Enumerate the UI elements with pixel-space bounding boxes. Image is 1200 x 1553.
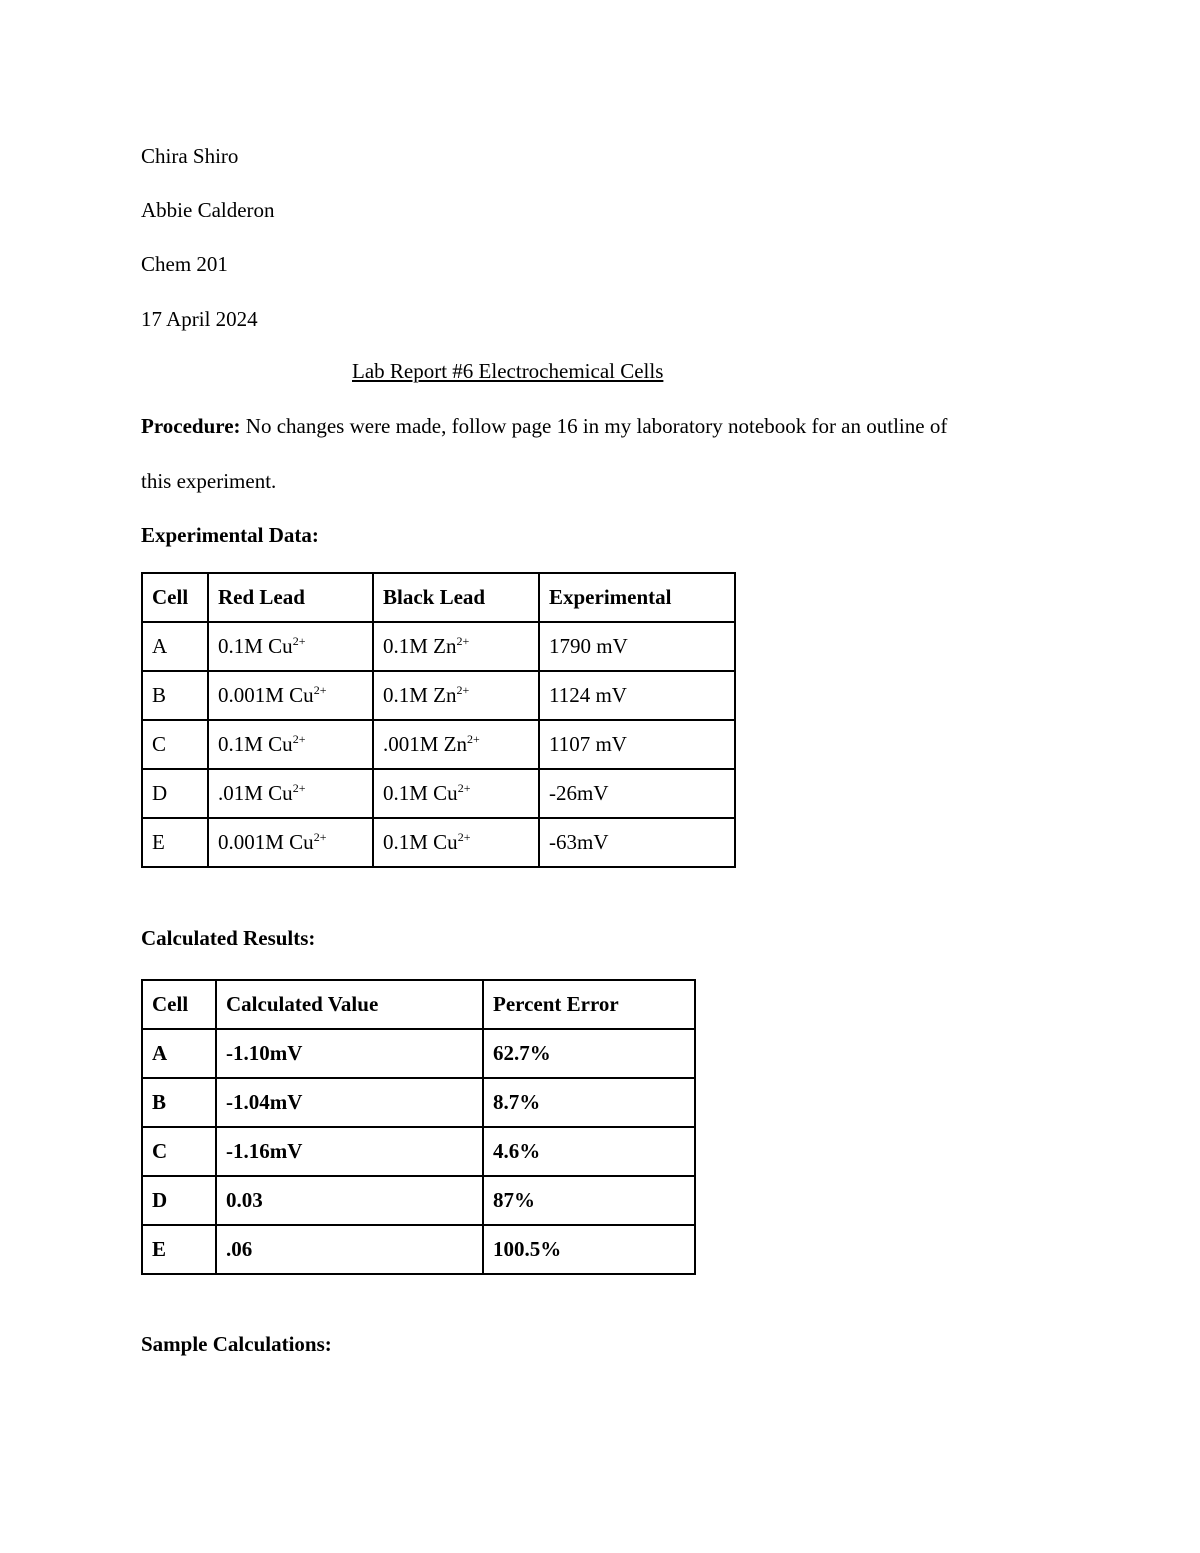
red-lead-value: .01M $Cu^{2+}$ <box>208 769 373 818</box>
calculated-value: -1.10mV <box>216 1029 483 1078</box>
column-header: Black Lead <box>373 573 539 622</box>
red-lead-value: 0.1M $Cu^{2+}$ <box>208 622 373 671</box>
table-row <box>142 1127 695 1176</box>
calculated-results-table <box>141 979 696 1275</box>
column-header: Cell <box>142 573 208 622</box>
experimental-data-heading: Experimental Data: <box>141 523 319 547</box>
column-header: Percent Error <box>483 980 695 1029</box>
experimental-value: 1107 mV <box>539 720 735 769</box>
percent-error: 62.7% <box>483 1029 695 1078</box>
table-header-row <box>142 573 735 622</box>
experimental-value: 1124 mV <box>539 671 735 720</box>
table-row <box>142 1176 695 1225</box>
procedure-text: No changes were made, follow page 16 in my laboratory notebook for an outline of <box>240 414 948 438</box>
calculated-value: -1.16mV <box>216 1127 483 1176</box>
experimental-value: -26mV <box>539 769 735 818</box>
black-lead-value: 0.1M $Cu^{2+}$ <box>373 818 539 867</box>
percent-error: 87% <box>483 1176 695 1225</box>
procedure-paragraph <box>141 416 947 437</box>
calculated-value: 0.03 <box>216 1176 483 1225</box>
cell-label: E <box>142 1225 216 1274</box>
student-name: Chira Shiro <box>141 144 239 168</box>
calculated-value: -1.04mV <box>216 1078 483 1127</box>
cell-label: D <box>142 1176 216 1225</box>
column-header: Calculated Value <box>216 980 483 1029</box>
black-lead-value: 0.1M $Zn^{2+}$ <box>373 622 539 671</box>
table-header-row <box>142 980 695 1029</box>
table-row <box>142 1029 695 1078</box>
percent-error: 8.7% <box>483 1078 695 1127</box>
table-row <box>142 818 735 867</box>
table-row <box>142 671 735 720</box>
cell-label: A <box>142 1029 216 1078</box>
red-lead-value: 0.001M $Cu^{2+}$ <box>208 671 373 720</box>
black-lead-value: .001M $Zn^{2+}$ <box>373 720 539 769</box>
table-row <box>142 720 735 769</box>
course-name: Chem 201 <box>141 252 228 276</box>
percent-error: 4.6% <box>483 1127 695 1176</box>
table-row <box>142 622 735 671</box>
report-date: 17 April 2024 <box>141 307 258 331</box>
cell-label: A <box>142 622 208 671</box>
black-lead-value: 0.1M $Cu^{2+}$ <box>373 769 539 818</box>
calculated-value: .06 <box>216 1225 483 1274</box>
procedure-label: Procedure: <box>141 414 241 438</box>
instructor-name: Abbie Calderon <box>141 198 275 222</box>
calculated-results-heading: Calculated Results: <box>141 926 316 950</box>
experimental-data-table <box>141 572 736 868</box>
table-row <box>142 1078 695 1127</box>
percent-error: 100.5% <box>483 1225 695 1274</box>
cell-label: C <box>142 1127 216 1176</box>
red-lead-value: 0.1M $Cu^{2+}$ <box>208 720 373 769</box>
cell-label: C <box>142 720 208 769</box>
experimental-value: 1790 mV <box>539 622 735 671</box>
experimental-value: -63mV <box>539 818 735 867</box>
cell-label: D <box>142 769 208 818</box>
cell-label: E <box>142 818 208 867</box>
procedure-text-continued: this experiment. <box>141 469 277 493</box>
black-lead-value: 0.1M $Zn^{2+}$ <box>373 671 539 720</box>
cell-label: B <box>142 671 208 720</box>
sample-calculations-heading: Sample Calculations: <box>141 1332 332 1356</box>
column-header: Experimental <box>539 573 735 622</box>
column-header: Cell <box>142 980 216 1029</box>
red-lead-value: 0.001M $Cu^{2+}$ <box>208 818 373 867</box>
column-header: Red Lead <box>208 573 373 622</box>
cell-label: B <box>142 1078 216 1127</box>
table-row <box>142 1225 695 1274</box>
table-row <box>142 769 735 818</box>
report-title: Lab Report #6 Electrochemical Cells <box>352 359 664 383</box>
